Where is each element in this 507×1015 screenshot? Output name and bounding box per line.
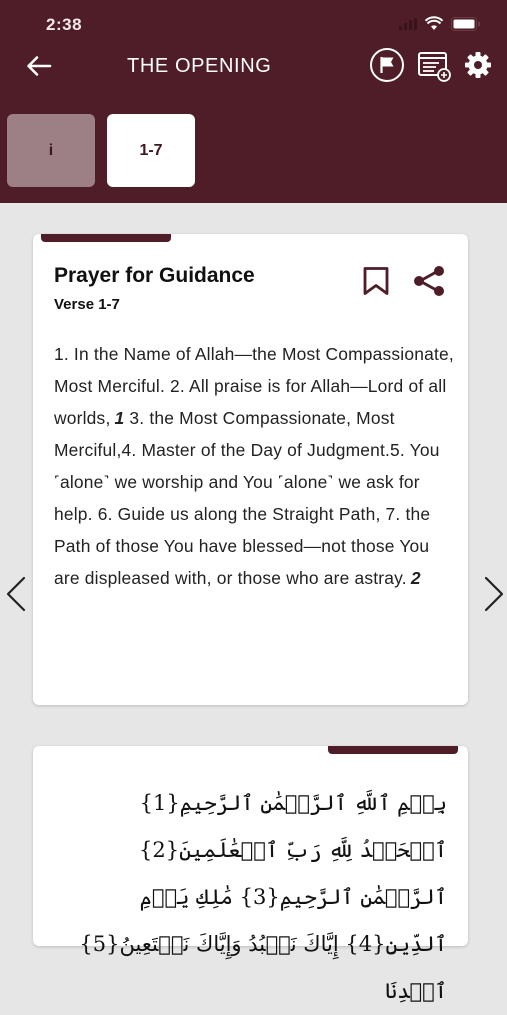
settings-button[interactable] — [460, 47, 496, 83]
translation-part-2: 3. the Most Compassionate, Most Merciful,4. Master of the Day of Judgment.5. You ˹alone˺ we worship and You ˹alone˺ we ask for help. 6. Guide us along the Straight Path, 7. the Path of those You have blessed—not those You are displeased with, or those who are astray. — [54, 408, 440, 588]
previous-button[interactable] — [3, 574, 29, 614]
chevron-left-icon — [3, 574, 29, 614]
flag-icon — [369, 47, 405, 83]
footnote-marker-1[interactable]: 1 — [114, 408, 125, 428]
chevron-right-icon — [481, 574, 507, 614]
footnote-marker-2[interactable]: 2 — [410, 568, 421, 588]
bookmark-button[interactable] — [361, 266, 391, 296]
arabic-card — [33, 746, 468, 1003]
signal-icon — [399, 18, 417, 30]
translation-card — [33, 234, 468, 705]
card-accent-tab — [41, 234, 171, 242]
arrow-left-icon — [26, 55, 52, 77]
verse-range: Verse 1-7 — [54, 296, 120, 313]
battery-icon — [451, 17, 481, 31]
page-title: THE OPENING — [127, 55, 272, 77]
wifi-icon — [425, 18, 443, 31]
status-icons — [399, 17, 481, 31]
app-header — [0, 0, 507, 203]
share-icon — [411, 266, 447, 296]
translation-part-1: 1. In the Name of Allah—the Most Compassionate, Most Merciful. 2. All praise is for Allah—Lord of all worlds, — [54, 344, 454, 428]
arabic-text: بِسۡمِ ٱللَّهِ ٱلرَّحۡمَٰنِ ٱلرَّحِيمِ{1} ٱلۡحَمۡدُ لِلَّهِ رَبِّ ٱلۡعَٰلَمِينَ{2} ٱلرَّحۡمَٰنِ ٱلرَّحِيمِ{3} مَٰلِكِ يَوۡمِ ٱلدِّينِ{4} إِيَّاكَ نَعۡبُدُ وَإِيَّاكَ نَسۡتَعِينُ{5} ٱهۡدِنَا — [79, 791, 447, 1003]
tab-info[interactable]: i — [7, 114, 95, 187]
reading-mode-icon — [416, 47, 452, 83]
card-title: Prayer for Guidance — [54, 264, 255, 287]
status-time: 2:38 — [46, 15, 83, 34]
gear-icon — [463, 50, 493, 80]
reading-mode-button[interactable] — [416, 47, 452, 83]
bookmark-icon — [361, 266, 391, 296]
back-button[interactable] — [22, 50, 56, 82]
share-button[interactable] — [411, 266, 447, 296]
next-button[interactable] — [481, 574, 507, 614]
translation-text — [54, 338, 454, 594]
flag-button[interactable] — [369, 47, 405, 83]
card-accent-tab — [328, 746, 458, 754]
tab-verses-1-7[interactable]: 1-7 — [107, 114, 195, 187]
